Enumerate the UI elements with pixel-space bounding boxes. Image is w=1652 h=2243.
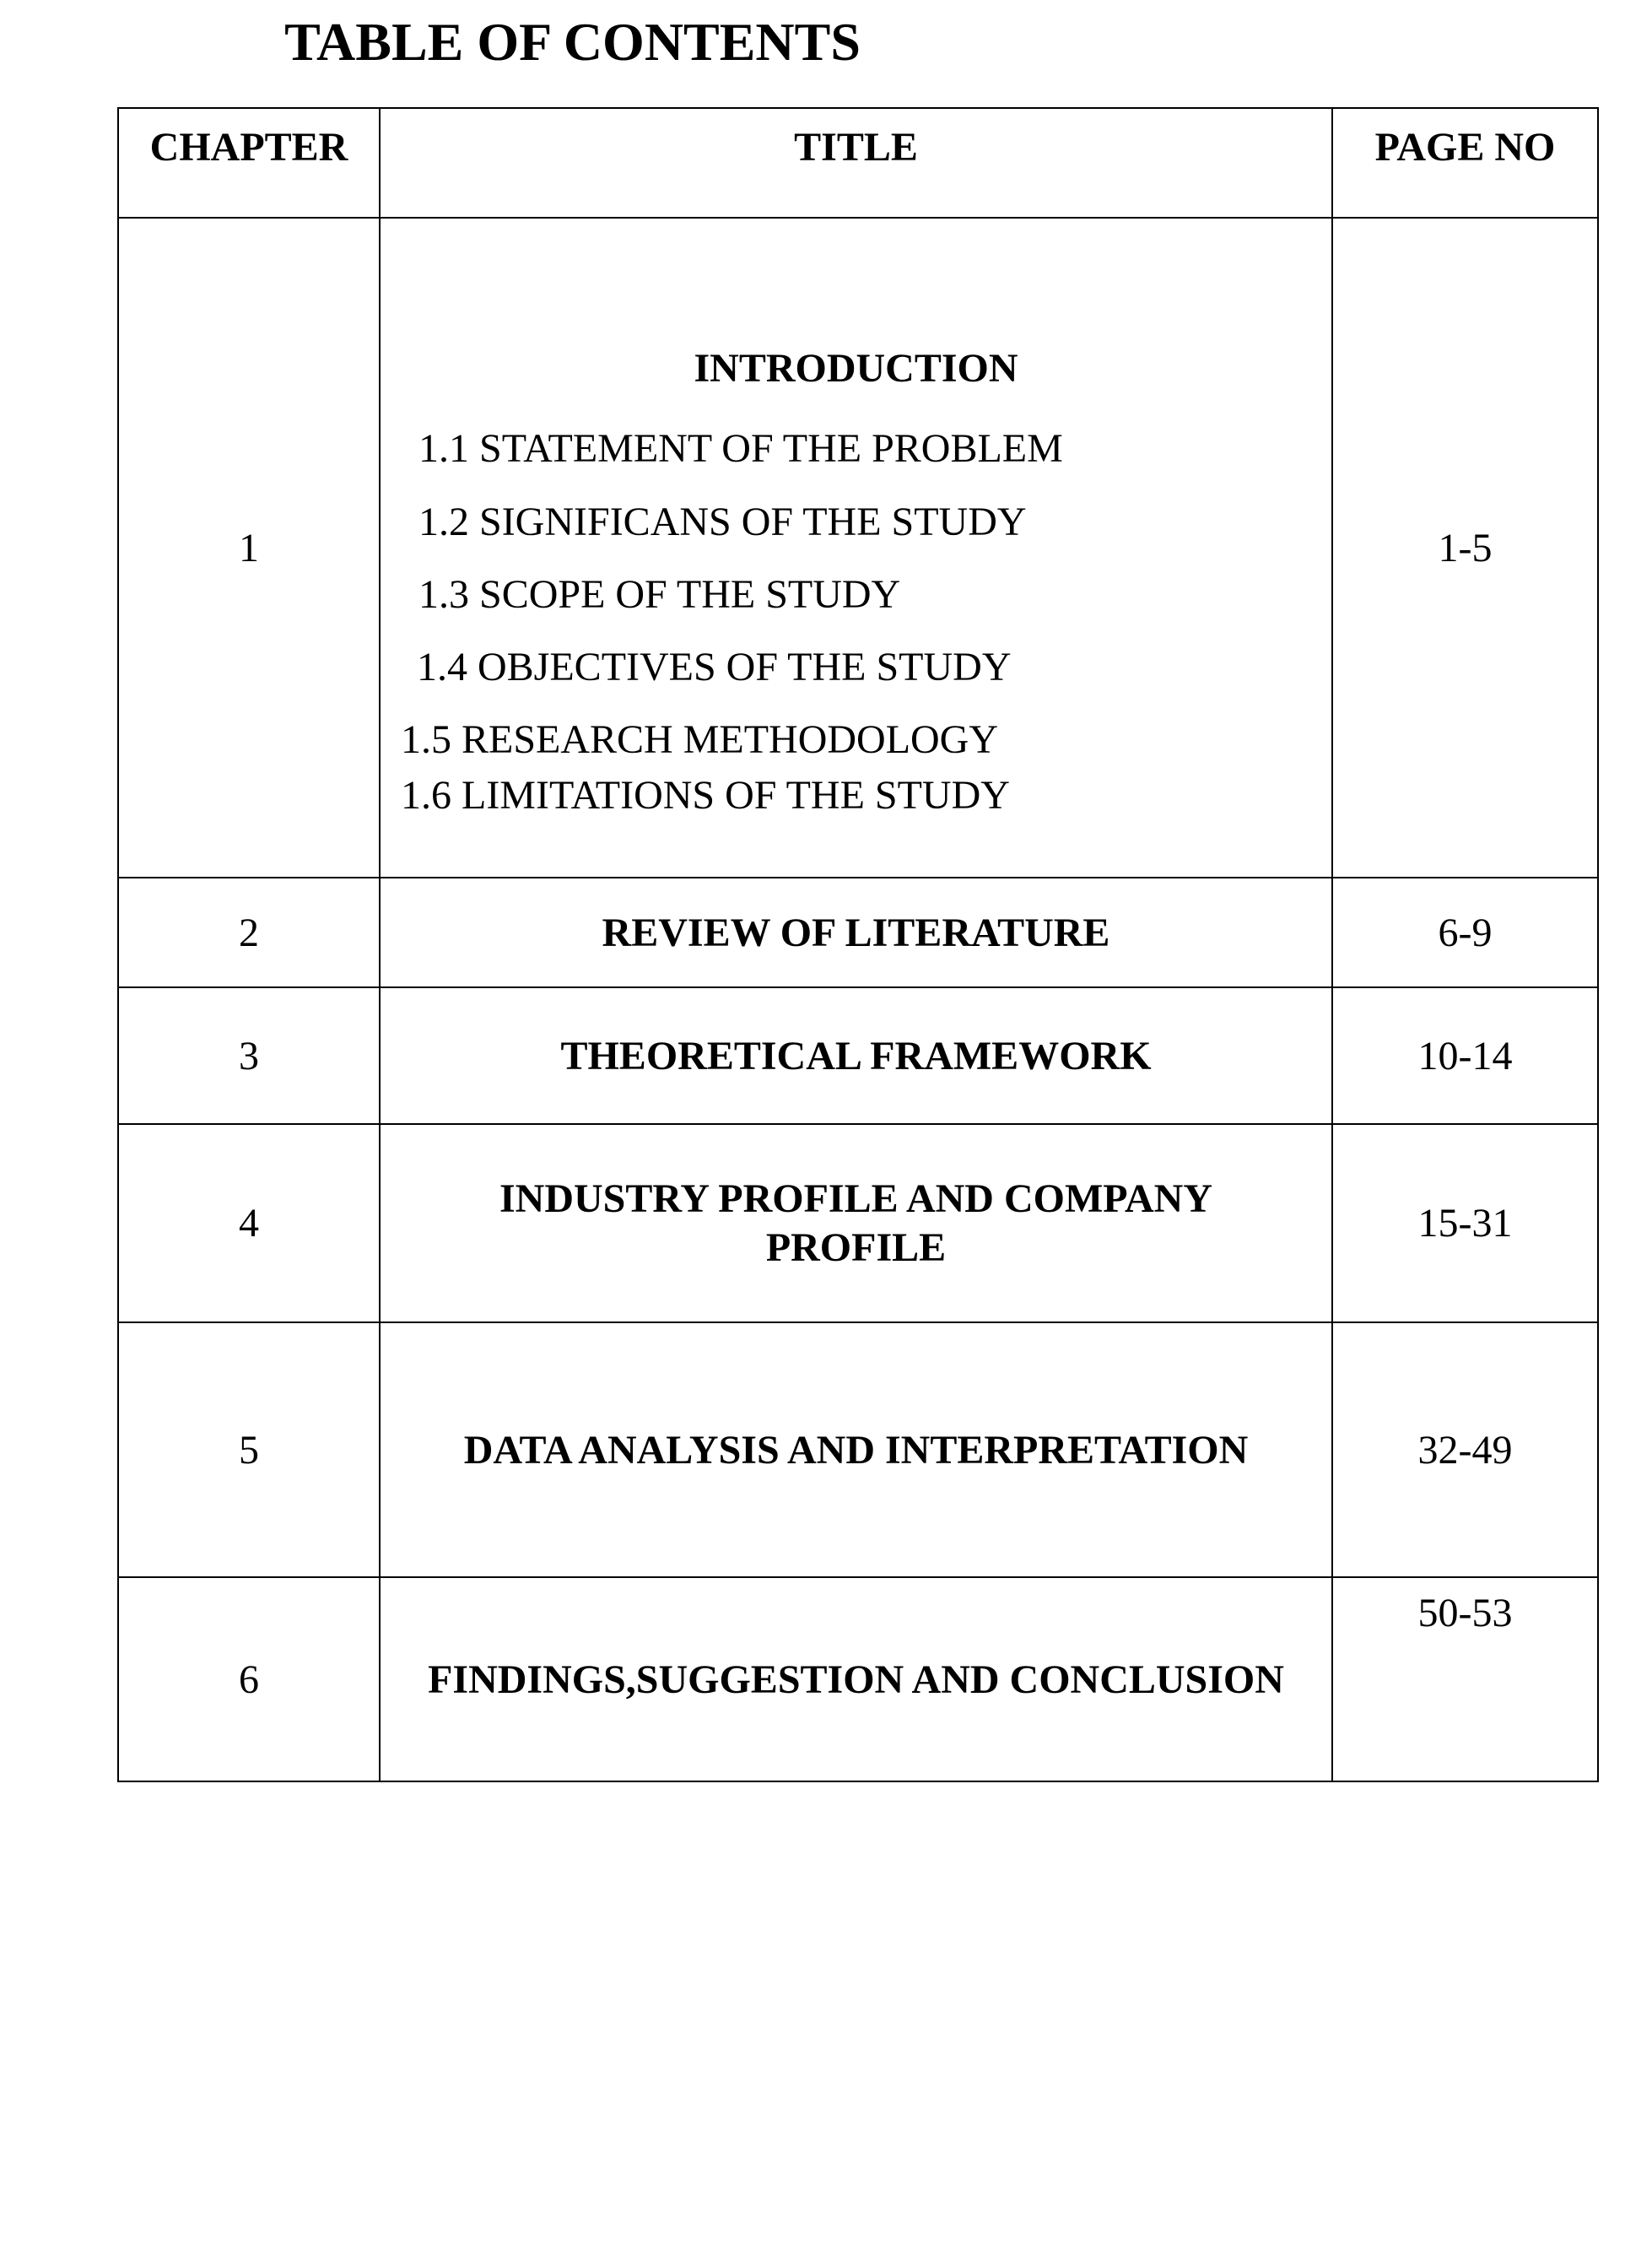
chapter-title bbox=[380, 1124, 1332, 1322]
chapter-number: 1 bbox=[118, 218, 380, 878]
page-range: 32-49 bbox=[1332, 1322, 1598, 1577]
chapter-number: 4 bbox=[118, 1124, 380, 1322]
header-title: TITLE bbox=[380, 108, 1332, 218]
chapter-title: INTRODUCTION bbox=[694, 346, 1018, 391]
table-header-row bbox=[118, 108, 1598, 218]
chapter-title: DATA ANALYSIS AND INTERPRETATION bbox=[380, 1322, 1332, 1577]
table-row-chapter-6 bbox=[118, 1577, 1598, 1781]
chapter-title-line-1: INDUSTRY PROFILE AND COMPANY bbox=[499, 1176, 1212, 1221]
header-chapter: CHAPTER bbox=[118, 108, 380, 218]
chapter-title: FINDINGS,SUGGESTION AND CONCLUSION bbox=[380, 1577, 1332, 1781]
subsection-1-5: 1.5 RESEARCH METHODOLOGY bbox=[401, 717, 998, 762]
table-row-chapter-4 bbox=[118, 1124, 1598, 1322]
chapter-title: REVIEW OF LITERATURE bbox=[380, 878, 1332, 987]
page-range: 6-9 bbox=[1332, 878, 1598, 987]
page-range: 10-14 bbox=[1332, 987, 1598, 1124]
subsection-1-1: 1.1 STATEMENT OF THE PROBLEM bbox=[418, 426, 1063, 471]
chapter-title-cell bbox=[380, 218, 1332, 878]
header-page-no: PAGE NO bbox=[1332, 108, 1598, 218]
chapter-title-line-2: PROFILE bbox=[765, 1224, 947, 1270]
table-row-chapter-2 bbox=[118, 878, 1598, 987]
page-range: 50-53 bbox=[1332, 1577, 1598, 1781]
chapter-number: 3 bbox=[118, 987, 380, 1124]
page-title: TABLE OF CONTENTS bbox=[284, 12, 861, 72]
subsection-1-3: 1.3 SCOPE OF THE STUDY bbox=[418, 572, 901, 617]
subsection-1-4: 1.4 OBJECTIVES OF THE STUDY bbox=[417, 645, 1012, 689]
table-row-chapter-5 bbox=[118, 1322, 1598, 1577]
chapter-number: 5 bbox=[118, 1322, 380, 1577]
chapter-title: THEORETICAL FRAMEWORK bbox=[380, 987, 1332, 1124]
table-row-chapter-1 bbox=[118, 218, 1598, 878]
page-range: 15-31 bbox=[1332, 1124, 1598, 1322]
table-of-contents bbox=[117, 107, 1599, 1782]
table-row-chapter-3 bbox=[118, 987, 1598, 1124]
subsection-1-2: 1.2 SIGNIFICANS OF THE STUDY bbox=[418, 500, 1027, 544]
chapter-number: 6 bbox=[118, 1577, 380, 1781]
subsection-1-6: 1.6 LIMITATIONS OF THE STUDY bbox=[401, 773, 1010, 818]
page-range: 1-5 bbox=[1332, 218, 1598, 878]
chapter-number: 2 bbox=[118, 878, 380, 987]
